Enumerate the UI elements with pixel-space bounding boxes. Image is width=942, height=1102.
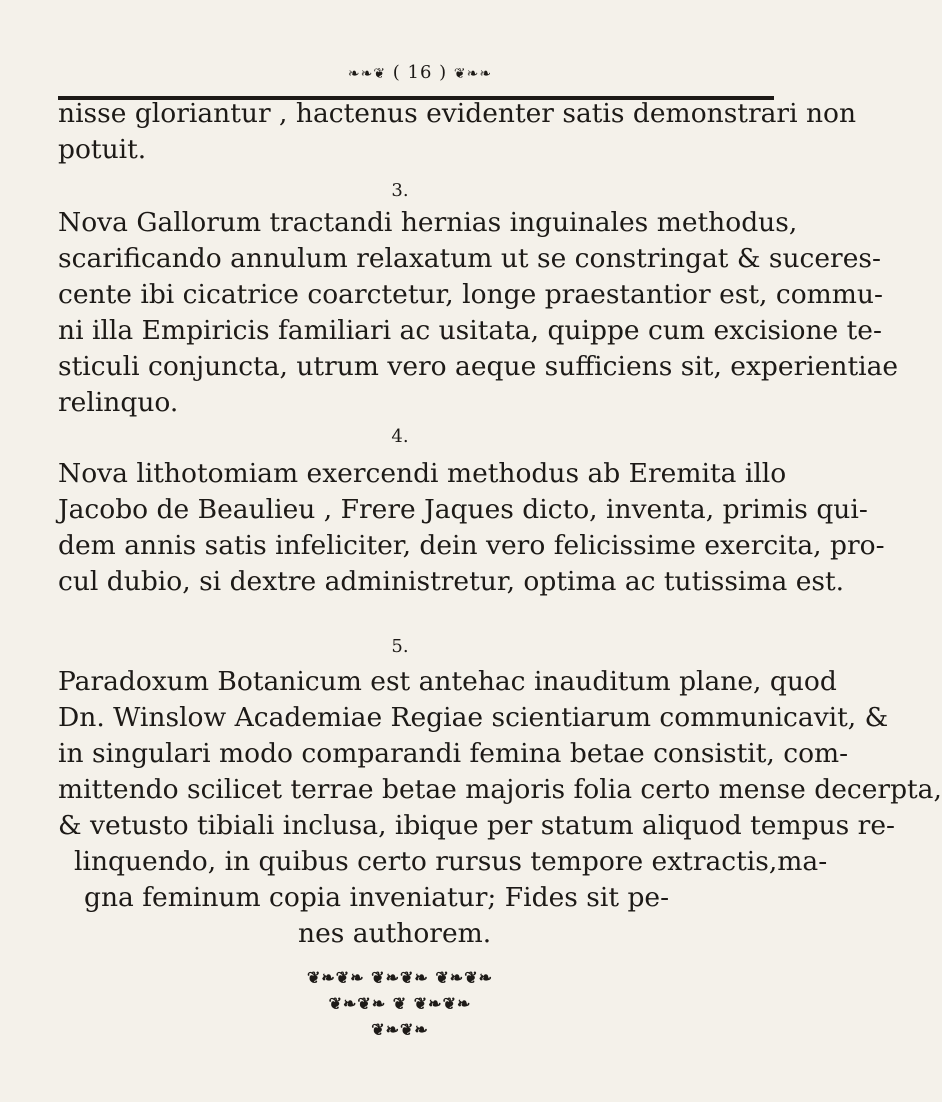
section-number: 4. [391,426,409,447]
text-line: cente ibi cicatrice coarctetur, longe praestantior est, commu- [58,279,883,310]
text-line: mittendo scilicet terrae betae majoris folia certo mense decerpta, [58,774,942,805]
section-paragraph [58,456,885,600]
page-header: ❧❧❦ ( 16 ) ❦❧❧ [347,62,493,83]
tailpiece-ornament-row: ❦❧❦❧ ❦❧❦❧ ❦❧❦❧ [306,968,493,987]
text-line: Dn. Winslow Academiae Regiae scientiarum communicavit, & [58,702,889,733]
text-line: cul dubio, si dextre administretur, optima ac tutissima est. [58,566,845,597]
text-line: & vetusto tibiali inclusa, ibique per statum aliquod tempus re- [58,810,895,841]
text-line: nes authorem. [298,918,492,949]
tailpiece-ornament-row: ❦❧❦❧ ❦ ❦❧❦❧ [328,994,472,1013]
text-line: dem annis satis infeliciter, dein vero felicissime exercita, pro- [58,530,885,561]
section-number: 3. [391,180,409,201]
text-line: linquendo, in quibus certo rursus tempore extractis,ma- [74,846,828,877]
text-line: Nova Gallorum tractandi hernias inguinales methodus, [58,207,798,238]
tailpiece-ornament-row: ❦❧❦❧ [371,1020,429,1039]
text-line: sticuli conjuncta, utrum vero aeque sufficiens sit, experientiae [58,351,899,382]
text-line: relinquo. [58,387,179,418]
text-line: gna feminum copia inveniatur; Fides sit pe- [84,882,670,913]
text-line: in singulari modo comparandi femina betae consistit, com- [58,738,849,769]
section-number: 5. [391,636,409,657]
section-paragraph [58,205,899,421]
continuation-paragraph [58,96,857,168]
page-number: 16 [407,62,433,83]
text-line: nisse gloriantur , hactenus evidenter satis demonstrari non [58,98,857,129]
text-line: ni illa Empiricis familiari ac usitata, quippe cum excisione te- [58,315,882,346]
left-ornament: ❧❧❦ [347,66,387,82]
section-paragraph [58,664,942,952]
right-ornament: ❦❧❧ [453,66,493,82]
text-line: Nova lithotomiam exercendi methodus ab Eremita illo [58,458,787,489]
text-line: scarificando annulum relaxatum ut se constringat & suceres- [58,243,881,274]
text-line: potuit. [58,134,147,165]
text-line: Paradoxum Botanicum est antehac inauditum plane, quod [58,666,837,697]
text-line: Jacobo de Beaulieu , Frere Jaques dicto, inventa, primis qui- [58,494,868,525]
